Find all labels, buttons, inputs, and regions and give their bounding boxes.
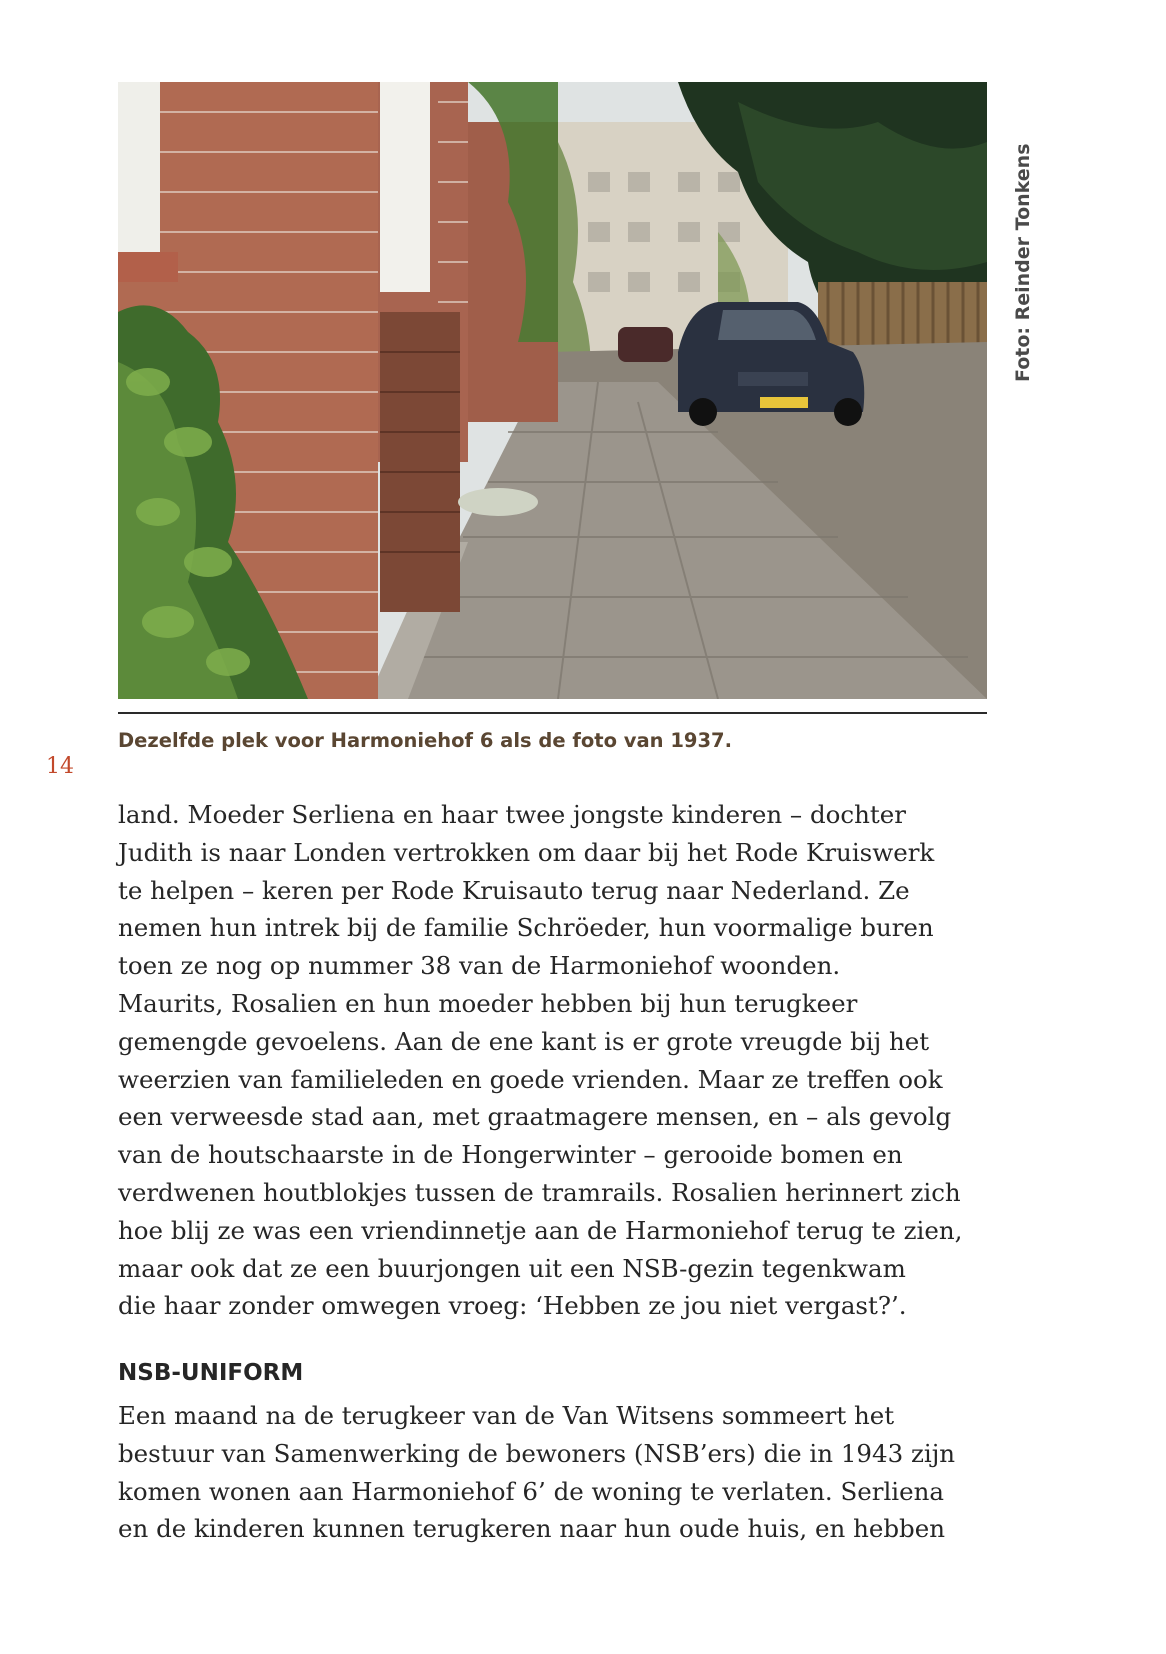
text-line: komen wonen aan Harmoniehof 6’ de woning te verlaten. Serliena: [118, 1476, 945, 1506]
text-line: land. Moeder Serliena en haar twee jongste kinderen – dochter: [118, 800, 906, 829]
text-line: toen ze nog op nummer 38 van de Harmoniehof woonden.: [118, 951, 841, 981]
text-line: verdwenen houtblokjes tussen de tramrails. Rosalien herinnert zich: [118, 1177, 961, 1207]
street-photo: [118, 82, 987, 699]
text-line: en de kinderen kunnen terugkeren naar hun oude huis, en hebben: [118, 1514, 945, 1544]
photo-caption: Dezelfde plek voor Harmoniehof 6 als de foto van 1937.: [118, 729, 732, 752]
text-line: Judith is naar Londen vertrokken om daar bij het Rode Kruiswerk: [118, 837, 935, 867]
text-line: maar ook dat ze een buurjongen uit een NSB-gezin tegenkwam: [118, 1253, 906, 1283]
street-photo-illustration: [118, 82, 987, 699]
text-line: van de houtschaarste in de Hongerwinter – gerooide bomen en: [118, 1140, 903, 1170]
text-line: een verweesde stad aan, met graatmagere mensen, en – als gevolg: [118, 1102, 952, 1132]
text-line: te helpen – keren per Rode Kruisauto terug naar Nederland. Ze: [118, 875, 910, 905]
section-heading: NSB-UNIFORM: [118, 1360, 304, 1386]
text-line: die haar zonder omwegen vroeg: ‘Hebben ze jou niet vergast?’.: [118, 1291, 907, 1321]
text-line: weerzien van familieleden en goede vrienden. Maar ze treffen ook: [118, 1064, 943, 1094]
text-line: hoe blij ze was een vriendinnetje aan de Harmoniehof terug te zien,: [118, 1215, 963, 1245]
body-paragraph-1: [118, 796, 998, 1325]
page-number: 14: [46, 754, 74, 779]
photo-credit: Foto: Reinder Tonkens: [1012, 143, 1034, 382]
text-line: nemen hun intrek bij de familie Schröeder, hun voormalige buren: [118, 913, 934, 943]
text-line: bestuur van Samenwerking de bewoners (NSB’ers) die in 1943 zijn: [118, 1438, 956, 1468]
text-line: gemengde gevoelens. Aan de ene kant is er grote vreugde bij het: [118, 1026, 930, 1056]
text-line: Een maand na de terugkeer van de Van Witsens sommeert het: [118, 1401, 895, 1430]
caption-divider: [118, 712, 987, 714]
body-paragraph-2: [118, 1397, 998, 1548]
text-line: Maurits, Rosalien en hun moeder hebben bij hun terugkeer: [118, 988, 858, 1018]
